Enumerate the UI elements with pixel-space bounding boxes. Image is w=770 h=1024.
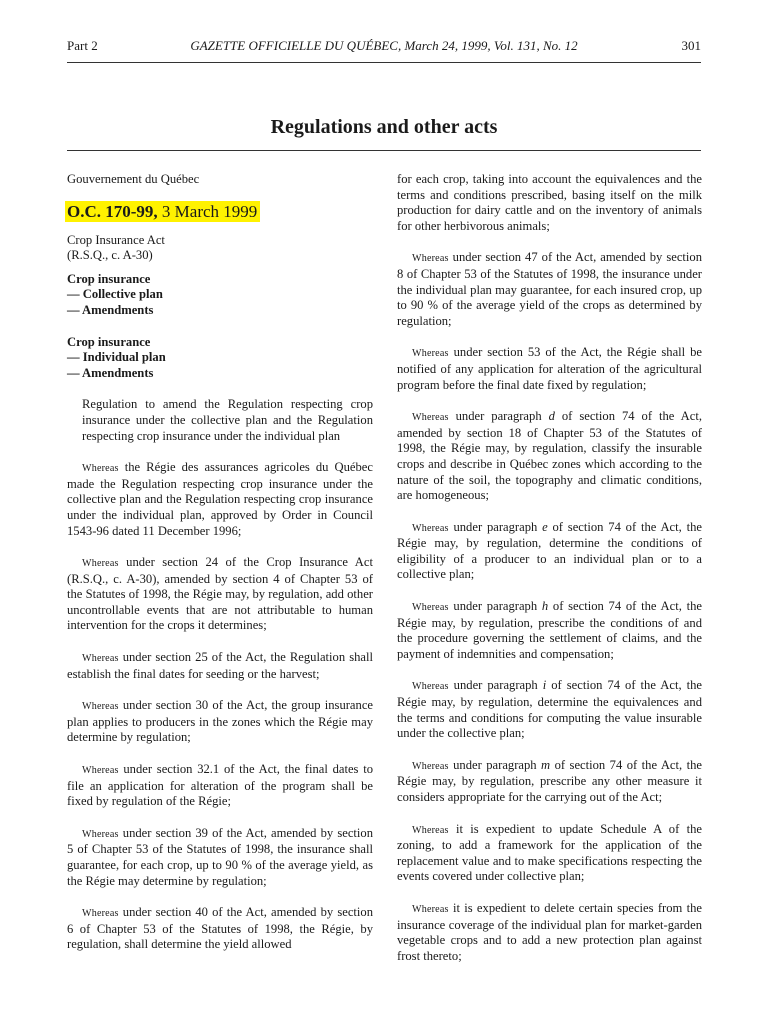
whereas-paragraph (397, 409, 702, 504)
whereas-paragraph (397, 345, 702, 393)
whereas-word: Whereas (412, 760, 449, 772)
right-column (397, 172, 702, 964)
paragraph-letter: m (541, 757, 551, 772)
whereas-word: Whereas (82, 828, 119, 840)
paragraph-text: of section 74 of the Act, the Régie may, by regulation, prescribe the conditions of and the procedure governing the settlement of claims, and the payment of indemnities and compensation; (397, 599, 702, 661)
whereas-word: Whereas (82, 558, 119, 570)
running-head (67, 36, 701, 56)
act-reference: (R.S.Q., c. A-30) (67, 248, 153, 263)
oc-highlight (65, 201, 260, 222)
subject-heading-line: — Amendments (67, 365, 154, 380)
title-rule (67, 150, 701, 151)
whereas-paragraph (67, 650, 373, 682)
paragraph-text: of section 74 of the Act, amended by section 18 of Chapter 53 of the Statutes of 1998, the Régie may, by regulation, classify the insurable crops and describe in Québec zones which according to the nature of the soil, the topography and climatic conditions, are homogeneous; (397, 409, 702, 503)
whereas-paragraph (67, 826, 373, 889)
whereas-paragraph (67, 905, 373, 953)
left-column (67, 172, 373, 953)
paragraph-text: under paragraph (448, 678, 543, 693)
paragraph-text: under paragraph (448, 409, 549, 424)
paragraph-text: under paragraph (448, 757, 542, 772)
paragraph-letter: i (542, 678, 547, 693)
whereas-word: Whereas (412, 253, 449, 265)
order-date: 3 March 1999 (157, 201, 258, 221)
whereas-word: Whereas (412, 412, 449, 424)
act-name: Crop Insurance Act (67, 232, 165, 247)
section-title: Regulations and other acts (270, 116, 498, 138)
subject-heading-line: — Amendments (67, 302, 154, 317)
whereas-paragraph (397, 758, 702, 806)
subject-heading-line: — Collective plan (67, 287, 163, 302)
paragraph-text: the Régie des assurances agricoles du Québec made the Regulation respecting crop insurance under the collective plan and the Regulation respecting crop insurance under the individual plan, approved by Order in Council 1543-96 dated 11 December 1996; (67, 460, 373, 538)
gazette-title: GAZETTE OFFICIELLE DU QUÉBEC, March 24, 1999, Vol. 131, No. 12 (190, 38, 578, 53)
paragraph-text: under section 30 of the Act, the group insurance plan applies to producers in the zones which the Régie may determine by regulation; (67, 698, 373, 745)
whereas-paragraph (397, 901, 702, 964)
order-in-council-line (67, 201, 373, 223)
whereas-word: Whereas (412, 602, 449, 614)
paragraph-text: of section 74 of the Act, the Régie may, by regulation, determine the conditions of eligibility of a producer to an individual plan or to a collective plan; (397, 519, 702, 582)
paragraph-text: under section 40 of the Act, amended by section 6 of Chapter 53 of the Statutes of 1998, the Régie, by regulation, shall determine the yield allowed (67, 905, 373, 952)
whereas-word: Whereas (412, 348, 449, 360)
whereas-word: Whereas (412, 903, 449, 915)
whereas-paragraph (397, 822, 702, 885)
whereas-paragraph (67, 698, 373, 746)
paragraph-text: under section 32.1 of the Act, the final dates to file an application for alteration of the program shall be fixed by regulation of the Régie; (67, 762, 373, 809)
whereas-paragraph (397, 678, 702, 741)
whereas-paragraph (67, 460, 373, 539)
whereas-word: Whereas (82, 653, 119, 665)
paragraph-text: under section 24 of the Crop Insurance Act (R.S.Q., c. A-30), amended by section 4 of Chapter 53 of the Statutes of 1998, the Régie may, by regulation, add other uncontrollable events that are not attributable to human intervention for the crops it determines; (67, 555, 373, 633)
paragraph-text: under section 47 of the Act, amended by section 8 of Chapter 53 of the Statutes of 1998, the insurance under the individual plan may guarantee, for each insured crop, up to 90 % of the average yield of the crops as determined by regulation; (397, 250, 702, 328)
whereas-word: Whereas (412, 824, 449, 836)
paragraph-text: under paragraph (448, 599, 542, 614)
paragraph-text: under paragraph (448, 519, 543, 534)
whereas-word: Whereas (82, 701, 119, 713)
government-line: Gouvernement du Québec (67, 172, 200, 186)
regulation-summary: Regulation to amend the Regulation respecting crop insurance under the collective plan and the Regulation respecting crop insurance under the individual plan (82, 397, 373, 443)
paragraph-text: under section 25 of the Act, the Regulation shall establish the final dates for seeding or the harvest; (67, 650, 373, 681)
whereas-paragraph (397, 520, 702, 583)
whereas-paragraph (397, 599, 702, 662)
subject-heading-line: — Individual plan (67, 350, 166, 365)
part-label: Part 2 (67, 38, 98, 53)
paragraph-letter: d (548, 409, 555, 424)
whereas-word: Whereas (412, 522, 449, 534)
paragraph-text: under section 53 of the Act, the Régie shall be notified of any application for alteration of the agricultural program before the final date fixed by regulation; (397, 345, 702, 392)
order-number: O.C. 170-99, (67, 201, 158, 221)
subject-heading-line: Crop insurance (67, 271, 151, 286)
header-rule (67, 62, 701, 63)
paragraph-letter: e (542, 519, 548, 534)
whereas-paragraph (67, 762, 373, 810)
whereas-paragraph (397, 250, 702, 329)
paragraph-text: of section 74 of the Act, the Régie may, by regulation, determine the equivalences and the terms and conditions for computing the value insurable under the collective plan; (397, 678, 702, 741)
whereas-word: Whereas (82, 908, 119, 920)
whereas-word: Whereas (82, 765, 119, 777)
whereas-word: Whereas (412, 681, 449, 693)
subject-heading-line: Crop insurance (67, 334, 151, 349)
page-number: 301 (681, 38, 701, 53)
paragraph-letter: h (541, 599, 549, 614)
whereas-word: Whereas (82, 463, 119, 475)
paragraph-text: it is expedient to delete certain species from the insurance coverage of the individual plan for market-garden vegetable crops and to add a new protection plan against frost thereto; (397, 900, 702, 963)
whereas-paragraph (67, 555, 373, 634)
paragraph-text: it is expedient to update Schedule A of the zoning, to add a framework for the application of the replacement value and to make specifications respecting the events covered under collective plan; (397, 821, 702, 884)
continued-paragraph: for each crop, taking into account the equivalences and the terms and conditions prescribed, basing itself on the milk production for dairy cattle and on the inventory of animals for other herbivorous animals; (397, 172, 702, 233)
paragraph-text: of section 74 of the Act, the Régie may, by regulation, prescribe any other measure it considers appropriate for the carrying out of the Act; (397, 757, 702, 804)
paragraph-text: under section 39 of the Act, amended by section 5 of Chapter 53 of the Statutes of 1998, the insurance shall guarantee, for each crop, up to 90 % of the average yield, as the Régie may determine by regulation; (67, 825, 373, 888)
